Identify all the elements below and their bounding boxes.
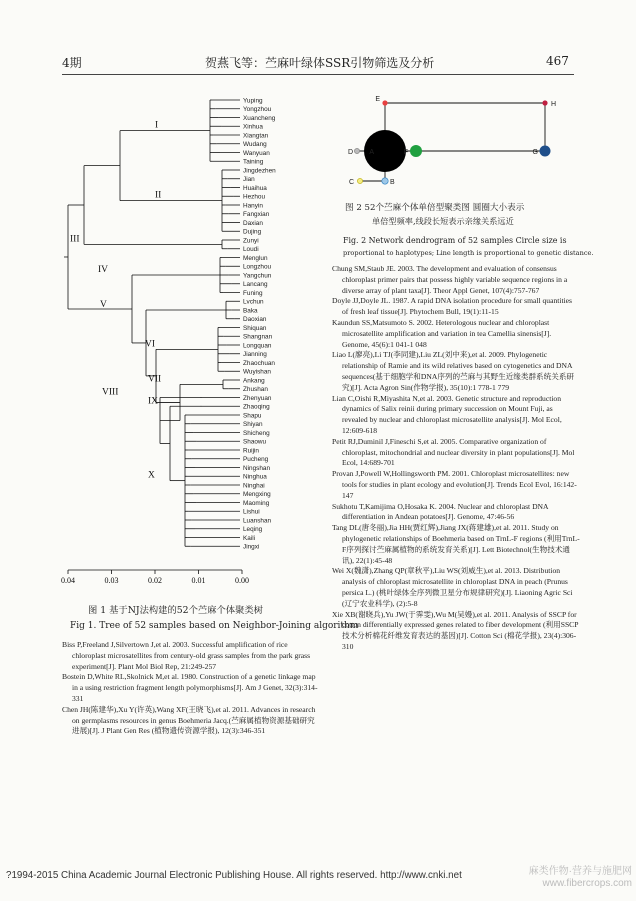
reference-item: Provan J,Powell W,Hollingsworth PM. 2001. Chloroplast microsatellites: new tools for studies in plant ecology and evolution[J]. Trends Ecol Evol, 16:142-147 xyxy=(332,469,577,500)
dendrogram-leaf-label: Shaowu xyxy=(243,438,267,446)
cluster-label: II xyxy=(155,190,162,201)
dendrogram-leaf-label: Shapu xyxy=(243,412,262,420)
dendrogram-scale-axis xyxy=(61,570,249,585)
haplotype-node-c xyxy=(357,178,362,183)
figure2-caption-cn-1: 图 2 52个苎麻个体单倍型聚类图 圆圈大小表示 xyxy=(345,203,525,213)
axis-tick-label: 0.04 xyxy=(61,576,75,585)
cluster-label: I xyxy=(155,120,159,131)
dendrogram-leaf-label: Menglun xyxy=(243,254,268,262)
cluster-label: IV xyxy=(98,265,109,275)
haplotype-node-g xyxy=(540,146,551,157)
figure2-caption-en-1: Fig. 2 Network dendrogram of 52 samples Circle size is xyxy=(343,236,567,245)
reference-item: Liao L(廖亮),Li TJ(李同建),Liu ZL(刘中来),et al. 2009. Phylogenetic relationship of Ramie and its wild relatives based on cytogenetics and DNA sequences(基于细胞学和DNA序列的苎麻与其野生近缘类群系统关系研究)[J]. Acta Agron Sin(作物学报), 35(10):1 778-1 779 xyxy=(332,350,575,392)
figure1-caption-cn: 图 1 基于NJ法构建的52个苎麻个体聚类树 xyxy=(88,605,263,616)
haplotype-node-b xyxy=(382,178,388,184)
references-left xyxy=(62,640,320,737)
reference-item: Kaundun SS,Matsumoto S. 2002. Heterologous nuclear and chloroplast microsatellite amplification and variation in tea Camellia sinensis[J]. Genome, 45(6):1 041-1 048 xyxy=(332,317,552,349)
dendrogram-leaf-label: Taining xyxy=(243,158,264,166)
dendrogram-leaf-label: Huaihua xyxy=(243,184,267,192)
dendrogram-leaf-label: Lishui xyxy=(243,508,260,516)
dendrogram-leaf-label: Hanyin xyxy=(243,202,263,210)
dendrogram-leaf-label: Leqing xyxy=(243,526,263,534)
reference-item: Petit RJ,Duminil J,Fineschi S,et al. 2005. Comparative organization of chloroplast, mitochondrial and nuclear diversity in plant populations[J]. Mol Ecol, 14:689-701 xyxy=(332,436,575,468)
dendrogram-leaf-label: Wuyishan xyxy=(243,368,271,376)
reference-item: Bostein D,White RL,Skolnick M,et al. 1980. Construction of a genetic linkage map in a using restriction fragment length polymorphisms[J]. Am J Genet, 32(3):314-331 xyxy=(62,672,318,703)
header-rule xyxy=(62,74,574,75)
reference-item: Chen JH(陈建华),Xu Y(许英),Wang XF(王晓飞),et al. 2011. Advances in research on germplasms resources in genus Boehmeria Jacq.(苎麻属植物资源基础研究进展)[J]. J Plant Gen Res (植物遗传资源学报), 12(3):346-351 xyxy=(62,704,316,736)
issue-number: 4期 xyxy=(62,56,82,70)
dendrogram-leaf-label: Dujing xyxy=(243,228,262,236)
dendrogram-leaf-label: Jingxi xyxy=(243,543,260,551)
dendrogram-leaf-labels xyxy=(243,97,276,550)
dendrogram-leaf-label: Ruijin xyxy=(243,447,259,455)
network-figure xyxy=(340,90,572,195)
haplotype-node-f xyxy=(410,145,422,157)
reference-item: Wei X(魏潇),Zhang QP(章秋平),Liu WS(刘威生),et al. 2013. Distribution analysis of chloroplast microsatellite in chloroplast DNA in peach (Prunus persica L.) (桃叶绿体全序列微卫星分布规律研究)[J]. Liaoning Agric Sci (辽宁农业科学), (2):5-8 xyxy=(332,566,573,608)
reference-item: Xie XB(谢晓兵),Yu JW(于霁雯),Wu M(吴嫚),et al. 2011. Analysis of SSCP for cotton differentially expressed genes related to fiber development (利用SSCP技术分析棉花纤维发育表达的基因)[J]. Cotton Sci (棉花学报), 23(4):306-310 xyxy=(332,609,579,651)
dendrogram-leaf-label: Jian xyxy=(243,176,255,184)
figure2-caption-en-2: proportional to haplotypes; Line length is proportional to genetic distance. xyxy=(343,249,594,257)
cluster-label: V xyxy=(100,300,107,310)
dendrogram-leaf-label: Yangchun xyxy=(243,272,272,280)
dendrogram-leaf-label: Ningshan xyxy=(243,464,271,472)
dendrogram-leaf-label: Yuping xyxy=(243,97,263,105)
dendrogram-figure xyxy=(60,92,332,588)
dendrogram-leaf-label: Shangnan xyxy=(243,333,273,341)
reference-item: Doyle JJ,Doyle JL. 1987. A rapid DNA isolation procedure for small quantities of fresh leaf tissue[J]. Phytochem Bull, 19(1):11-15 xyxy=(332,296,573,317)
dendrogram-leaf-label: Ninghua xyxy=(243,473,267,481)
node-label-g: G xyxy=(532,149,538,156)
cluster-label: IX xyxy=(148,396,159,407)
cluster-label: VI xyxy=(145,339,156,350)
dendrogram-leaf-label: Pucheng xyxy=(243,456,269,464)
node-label-f: F xyxy=(403,149,408,156)
dendrogram-leaf-label: Zunyi xyxy=(243,237,259,245)
dendrogram-leaf-label: Daxian xyxy=(243,219,263,227)
node-label-b: B xyxy=(390,179,395,186)
dendrogram-leaf-label: Shicheng xyxy=(243,429,270,437)
dendrogram-leaf-label: Zhenyuan xyxy=(243,394,272,402)
reference-item: Sukhotu T,Kamijima O,Hosaka K. 2004. Nuclear and chloroplast DNA differentiation in Andean potatoes[J]. Genome, 47:46-56 xyxy=(332,501,549,522)
dendrogram-leaf-label: Lancang xyxy=(243,281,268,289)
dendrogram-leaf-label: Fangxian xyxy=(243,211,270,219)
watermark-line-2: www.fibercrops.com xyxy=(542,878,632,889)
network-nodes xyxy=(354,100,550,184)
node-label-a: A xyxy=(369,149,374,156)
dendrogram-leaf-label: Baka xyxy=(243,307,258,315)
dendrogram-leaf-label: Xuancheng xyxy=(243,114,276,122)
dendrogram-leaf-label: Xinhua xyxy=(243,123,263,131)
dendrogram-leaf-label: Wanyuan xyxy=(243,149,270,157)
dendrogram-leaf-label: Loudi xyxy=(243,246,259,254)
dendrogram-leaf-label: Lvchun xyxy=(243,298,264,306)
dendrogram-leaf-label: Mengxing xyxy=(243,491,271,499)
node-label-d: D xyxy=(347,149,353,156)
reference-item: Chung SM,Staub JE. 2003. The development and evaluation of consensus chloroplast primer pairs that possess highly variable sequence regions in a diverse array of plant taxa[J]. Theor Appl Genet, 107(4):757-767 xyxy=(332,264,568,295)
dendrogram-leaf-label: Luanshan xyxy=(243,517,272,525)
dendrogram-leaf-label: Kaili xyxy=(243,534,256,542)
dendrogram-leaf-label: Longzhou xyxy=(243,263,272,271)
cluster-label: X xyxy=(148,470,155,481)
site-watermark xyxy=(529,866,632,890)
dendrogram-leaf-label: Daoxian xyxy=(243,316,267,324)
axis-tick-label: 0.02 xyxy=(148,576,162,585)
node-label-c: C xyxy=(348,179,354,186)
axis-tick-label: 0.01 xyxy=(191,576,206,585)
cluster-label: VIII xyxy=(102,387,119,398)
reference-item: Biss P,Freeland J,Silvertown J,et al. 2003. Successful amplification of rice chloroplast microsatellites from century-old grass samples from the park grass experiment[J]. Plant Mol Biol Rep, 21:249-257 xyxy=(62,640,311,671)
watermark-line-1: 麻类作物·营养与施肥网 xyxy=(528,866,632,877)
cluster-label: III xyxy=(70,234,80,245)
dendrogram-leaf-label: Jianning xyxy=(243,351,267,359)
dendrogram-leaf-label: Zhaoqing xyxy=(243,403,270,411)
dendrogram-leaf-label: Shiyan xyxy=(243,421,263,429)
dendrogram-leaf-label: Hezhou xyxy=(243,193,266,201)
reference-item: Lian C,Oishi R,Miyashita N,et al. 2003. Genetic structure and reproduction dynamics of Salix reinii during primary succession on Mount Fuji, as revealed by nuclear and chloroplast microsatellite analysis[J]. Mol Ecol, 12:609-618 xyxy=(332,393,562,435)
page-number: 467 xyxy=(546,54,569,68)
haplotype-node-d xyxy=(354,148,359,153)
figure1-caption-en: Fig 1. Tree of 52 samples based on Neighbor-Joining algorithm xyxy=(70,621,359,631)
dendrogram-leaf-label: Zhushan xyxy=(243,386,268,394)
reference-item: Tang DL(唐冬丽),Jia HH(贾红辉),Jiang JX(蒋建雄),et al. 2011. Study on phylogenetic relationships of Boehmeria based on TrnL-F regions (利用TrnL-F序列探讨苎麻属植物的系统发育关系)[J]. Lett Biotechnol(生物技术通讯), 22(1):45-48 xyxy=(332,523,580,565)
dendrogram-leaf-label: Wudang xyxy=(243,141,267,149)
dendrogram-leaf-label: Ninghai xyxy=(243,482,265,490)
figure2-caption-cn-2: 单倍型频率,线段长短表示亲缘关系远近 xyxy=(372,216,514,226)
dendrogram-leaf-label: Longquan xyxy=(243,342,272,350)
dendrogram-leaf-label: Ankang xyxy=(243,377,265,385)
node-label-e: E xyxy=(375,96,380,103)
dendrogram-leaf-label: Xiangtan xyxy=(243,132,269,140)
axis-tick-label: 0.00 xyxy=(235,576,249,585)
dendrogram-leaf-label: Jingdezhen xyxy=(243,167,276,175)
haplotype-node-h xyxy=(542,100,547,105)
dendrogram-leaf-label: Zhaochuan xyxy=(243,359,275,367)
dendrogram-leaf-label: Funing xyxy=(243,289,263,297)
references-right xyxy=(332,264,580,653)
dendrogram-leaf-label: Yongzhou xyxy=(243,106,272,114)
dendrogram-leaf-label: Maoming xyxy=(243,499,270,507)
haplotype-node-e xyxy=(382,100,387,105)
copyright-footer: ?1994-2015 China Academic Journal Electronic Publishing House. All rights reserved. http://www.cnki.net xyxy=(6,870,462,881)
axis-tick-label: 0.03 xyxy=(104,576,119,585)
node-label-h: H xyxy=(551,101,557,108)
running-title: 贺燕飞等：苎麻叶绿体SSR引物筛选及分析 xyxy=(205,56,435,70)
dendrogram-leaf-label: Shiquan xyxy=(243,324,267,332)
cluster-label: VII xyxy=(148,374,162,385)
